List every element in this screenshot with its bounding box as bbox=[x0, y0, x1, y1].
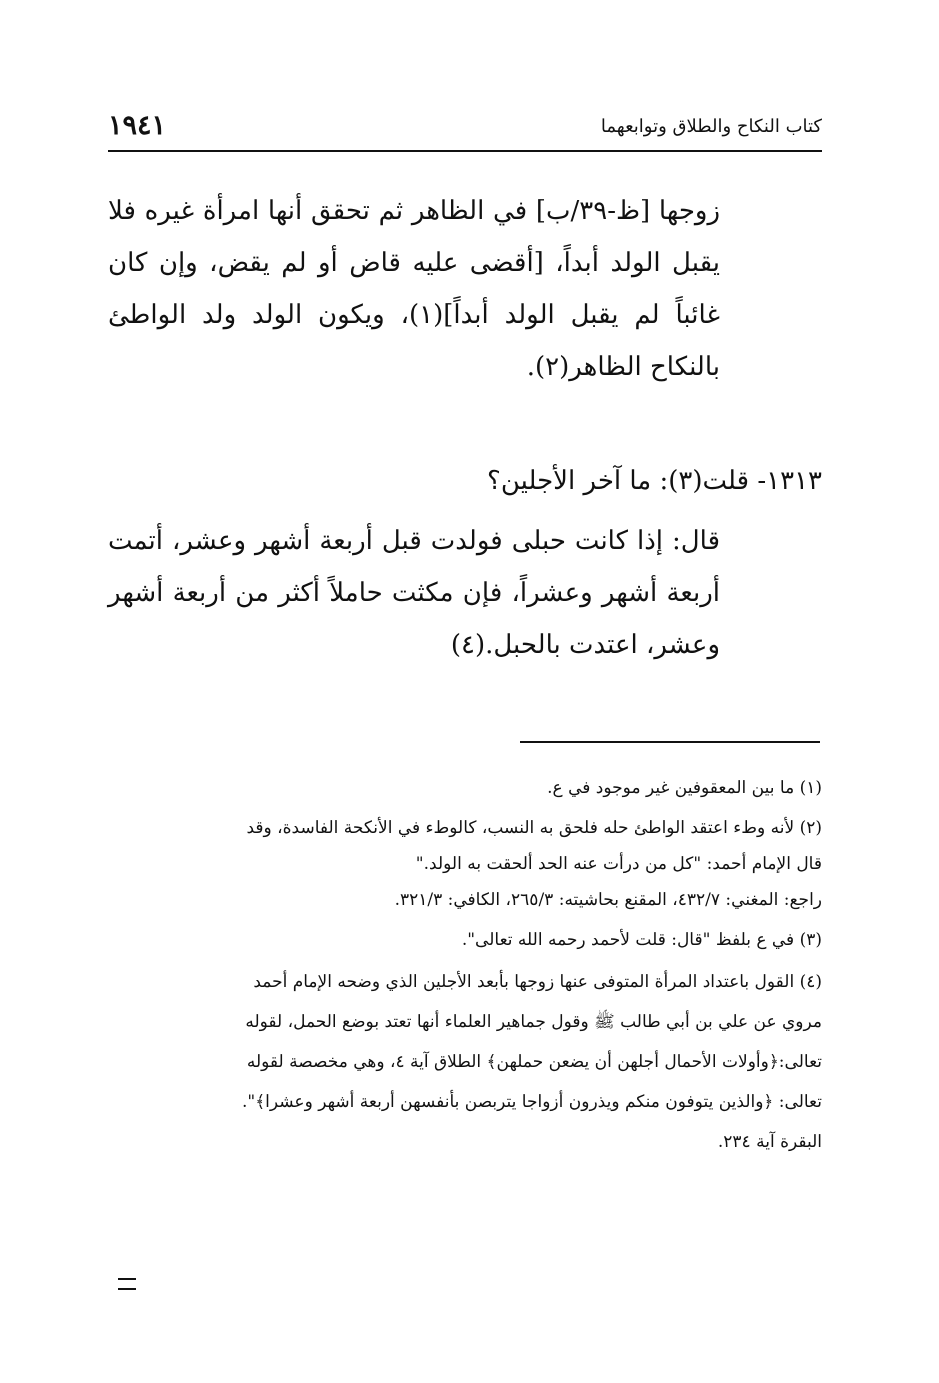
footnote-2-line-1: (٢) لأنه وطء اعتقد الواطئ حله فلحق به النسب، كالوطء في الأنكحة الفاسدة، وقد bbox=[246, 818, 822, 838]
page-number: ١٩٤١ bbox=[108, 110, 167, 141]
footnote-4-line-5: البقرة آية ٢٣٤. bbox=[717, 1132, 822, 1152]
footnote-3: (٣) في ع بلفظ "قال: قلت لأحمد رحمه الله تعالى". bbox=[461, 930, 822, 950]
answer-text: قال: إذا كانت حبلى فولدت قبل أربعة أشهر وعشر، أتمت أربعة أشهر وعشراً، فإن مكثت حاملاً أكثر من أربعة أشهر وعشر، اعتدت بالحبل.(٤) bbox=[108, 526, 720, 660]
footnote-2-line-3: راجع: المغني: ٤٣٢/٧، المقنع بحاشيته: ٢٦٥/٣، الكافي: ٣٢١/٣. bbox=[394, 890, 822, 910]
question-line bbox=[108, 455, 822, 507]
answer-paragraph bbox=[108, 515, 720, 671]
continuation-mark bbox=[118, 1278, 136, 1290]
book-title: كتاب النكاح والطلاق وتوابعهما bbox=[600, 116, 822, 137]
paragraph-continuation bbox=[108, 185, 720, 393]
footnote-4-line-3: تعالى:﴿وأولات الأحمال أجلهن أن يضعن حملهن﴾ الطلاق آية ٤، وهي مخصصة لقوله bbox=[246, 1052, 822, 1072]
footnote-4-line-2: مروي عن علي بن أبي طالب ﷺ وقول جماهير العلماء أنها تعتد بوضع الحمل، لقوله bbox=[245, 1012, 822, 1032]
footnote-divider bbox=[520, 741, 820, 743]
page-header bbox=[108, 110, 822, 152]
paragraph-text: زوجها [ظ-٣٩/ب] في الظاهر ثم تحقق أنها امرأة غيره فلا يقبل الولد أبداً، [أقضى عليه قاض أو لم يقض، وإن كان غائباً لم يقبل الولد أبداً](١)، ويكون الولد ولد الواطئ بالنكاح الظاهر(٢). bbox=[108, 196, 720, 382]
footnote-2-line-2: قال الإمام أحمد: "كل من درأت عنه الحد ألحقت به الولد." bbox=[415, 854, 822, 874]
question-text: ١٣١٣- قلت(٣): ما آخر الأجلين؟ bbox=[487, 466, 822, 496]
header-divider bbox=[108, 150, 822, 152]
footnote-4-line-1: (٤) القول باعتداد المرأة المتوفى عنها زوجها بأبعد الأجلين الذي وضحه الإمام أحمد bbox=[253, 972, 822, 992]
footnote-4-line-4: تعالى: ﴿والذين يتوفون منكم ويذرون أزواجا يتربصن بأنفسهن أربعة أشهر وعشرا﴾". bbox=[241, 1092, 822, 1112]
footnote-4 bbox=[108, 962, 822, 1162]
footnote-1: (١) ما بين المعقوفين غير موجود في ع. bbox=[547, 778, 822, 798]
footnotes bbox=[108, 770, 822, 1162]
